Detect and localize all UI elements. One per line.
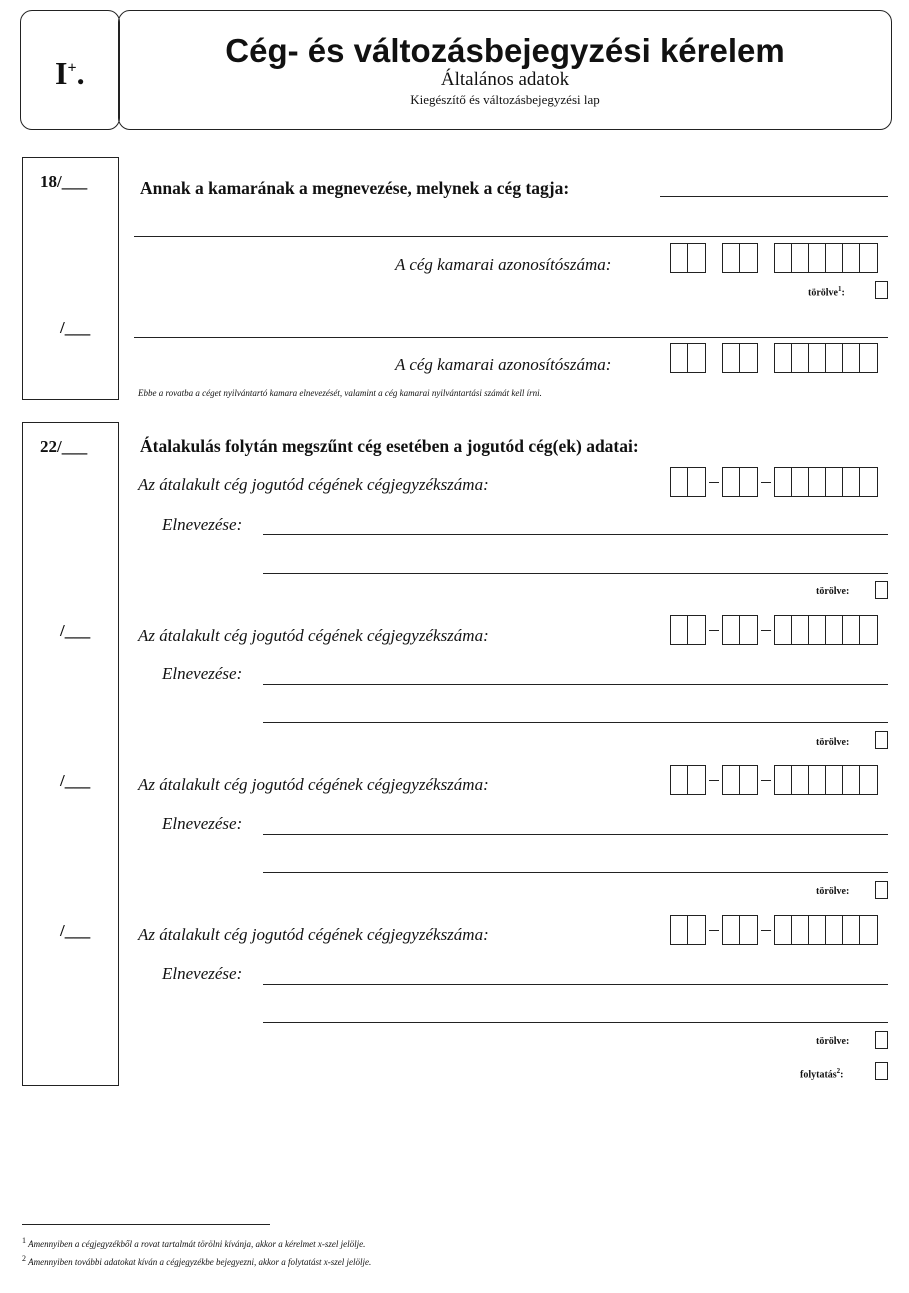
section18-heading: Annak a kamarának a megnevezése, melynek a cég tagja: xyxy=(140,178,570,198)
chamber-id-label-1: A cég kamarai azonosítószáma: xyxy=(395,255,612,274)
section18-number: 18/___ xyxy=(40,172,88,191)
successor-reg-number-input[interactable] xyxy=(670,765,878,795)
continue-checkbox[interactable] xyxy=(875,1062,888,1080)
footnote-divider xyxy=(22,1224,270,1225)
successor-reg-label: Az átalakult cég jogutód cégének cégjegyzékszáma: xyxy=(138,775,489,794)
successor-name-label: Elnevezése: xyxy=(162,814,243,833)
section18-deleted-checkbox[interactable] xyxy=(875,281,888,299)
successor-name-field-1[interactable] xyxy=(263,534,888,535)
page-title: Cég- és változásbejegyzési kérelem xyxy=(225,32,785,69)
footnote-2: $^2$ Amennyiben további adatokat kíván a cégjegyzékbe bejegyezni, akkor a folytatást x-szel jelölje. xyxy=(22,1254,372,1267)
successor-reg-label: Az átalakult cég jogutód cégének cégjegyzékszáma: xyxy=(138,475,489,494)
continue-label: folytatás$^2$: xyxy=(800,1067,844,1081)
successor-reg-label: Az átalakult cég jogutód cégének cégjegyzékszáma: xyxy=(138,626,489,645)
page-subsubtitle: Kiegészítő és változásbejegyzési lap xyxy=(410,92,600,107)
section22-heading: Átalakulás folytán megszűnt cég esetében a jogutód cég(ek) adatai: xyxy=(140,436,639,456)
chamber-name-field-3[interactable] xyxy=(134,337,888,338)
form-code-box xyxy=(20,10,120,130)
successor-reg-number-input[interactable] xyxy=(670,467,878,497)
successor-reg-label: Az átalakult cég jogutód cégének cégjegyzékszáma: xyxy=(138,925,489,944)
successor-number: /___ xyxy=(60,621,91,640)
footnote-1: $^1$ Amennyiben a cégjegyzékből a rovat tartalmát törölni kívánja, akkor a kérelmet x-szel jelölje. xyxy=(22,1236,366,1249)
successor-number: /___ xyxy=(60,771,91,790)
chamber-id-input-1[interactable] xyxy=(670,243,878,273)
successor-name-label: Elnevezése: xyxy=(162,515,243,534)
section18-number-column xyxy=(22,157,119,400)
successor-reg-number-input[interactable] xyxy=(670,915,878,945)
page-subtitle: Általános adatok xyxy=(440,69,570,90)
successor-deleted-label: törölve: xyxy=(816,586,850,597)
successor-name-label: Elnevezése: xyxy=(162,664,243,683)
form-code: I+. xyxy=(55,55,85,91)
successor-deleted-checkbox[interactable] xyxy=(875,1031,888,1049)
successor-name-field-2[interactable] xyxy=(263,722,888,723)
section22-number-column xyxy=(22,422,119,1086)
successor-reg-number-input[interactable] xyxy=(670,615,878,645)
successor-deleted-checkbox[interactable] xyxy=(875,881,888,899)
section18-row2-number: /___ xyxy=(60,318,91,337)
successor-name-field-1[interactable] xyxy=(263,834,888,835)
successor-number: /___ xyxy=(60,921,91,940)
successor-deleted-label: törölve: xyxy=(816,1036,850,1047)
successor-name-field-1[interactable] xyxy=(263,684,888,685)
successor-name-field-2[interactable] xyxy=(263,1022,888,1023)
chamber-id-input-2[interactable] xyxy=(670,343,878,373)
title-box xyxy=(118,10,892,130)
section22-number: 22/___ xyxy=(40,437,88,456)
chamber-name-field-1[interactable] xyxy=(660,196,888,197)
chamber-name-field-2[interactable] xyxy=(134,236,888,237)
section18-note: Ebbe a rovatba a céget nyilvántartó kamara elnevezését, valamint a cég kamarai nyilvántartási számát kell írni. xyxy=(138,388,542,398)
section18-deleted-label: törölve$^1$: xyxy=(808,285,845,299)
successor-name-field-2[interactable] xyxy=(263,573,888,574)
successor-deleted-label: törölve: xyxy=(816,737,850,748)
successor-deleted-checkbox[interactable] xyxy=(875,581,888,599)
successor-deleted-label: törölve: xyxy=(816,886,850,897)
successor-name-label: Elnevezése: xyxy=(162,964,243,983)
successor-name-field-1[interactable] xyxy=(263,984,888,985)
successor-name-field-2[interactable] xyxy=(263,872,888,873)
chamber-id-label-2: A cég kamarai azonosítószáma: xyxy=(395,355,612,374)
successor-deleted-checkbox[interactable] xyxy=(875,731,888,749)
